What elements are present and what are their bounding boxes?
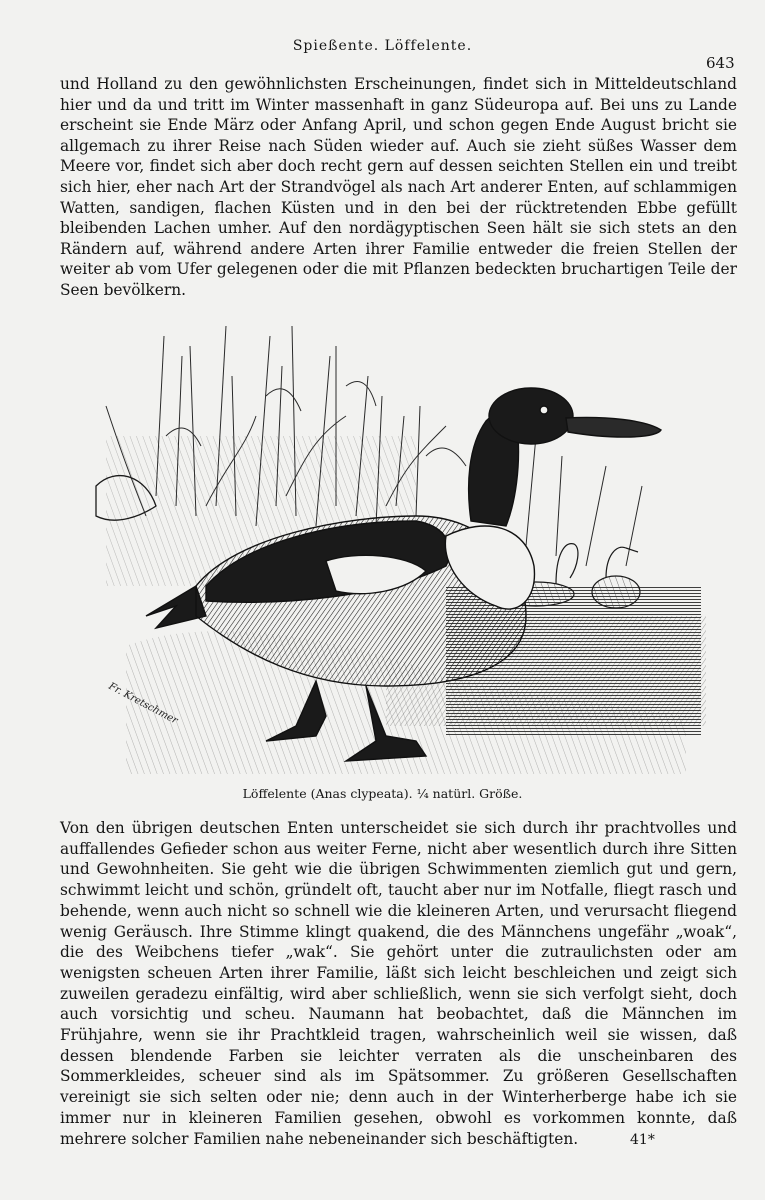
- top-paragraph-text: und Holland zu den gewöhnlichsten Erscheinungen, findet sich in Mitteldeutschland hier und da und tritt im Winter massenhaft in ganz Südeuropa auf. Bei uns zu Lande erscheint sie Ende März oder Anfang April, und schon gegen Ende August bricht sie allgemach zu ihrer Reise nach Süden wieder auf. Auch sie zieht süßes Wasser dem Meere vor, findet sich aber doch recht gern auf dessen seichten Stellen ein und treibt sich hier, eher nach Art der Strandvögel als nach Art anderer Enten, auf schlammigen Watten, sandigen, flachen Küsten und in den bei der rücktretenden Ebbe gefüllt bleibenden Lachen umher. Auf den nordägyptischen Seen hält sie sich stets an den Rändern auf, während andere Arten ihrer Familie entweder die freien Stellen der weiter ab vom Ufer gelegenen oder die mit Pflanzen bedeckten bruchartigen Teile der Seen bevölkern.: [60, 75, 737, 299]
- bottom-paragraph: [60, 818, 737, 1149]
- artist-signature: Fr. Kretschmer: [106, 680, 180, 727]
- shoveler-duck-illustration: [86, 316, 706, 774]
- running-head: Spießente. Löffelente.: [292, 38, 473, 54]
- bottom-paragraph-text: Von den übrigen deutschen Enten unterscheidet sie sich durch ihr prachtvolles und auffallendes Gefieder schon aus weiter Ferne, nicht aber wesentlich durch ihre Sitten und Gewohnheiten. Sie geht wie die übrigen Schwimmenten ziemlich gut und gern, schwimmt leicht und schön, gründelt oft, taucht aber nur im Notfalle, fliegt rasch und behende, wenn auch nicht so schnell wie die kleineren Arten, und verursacht fliegend wenig Geräusch. Ihre Stimme klingt quakend, die des Männchens ungefähr „woak“, die des Weibchens tiefer „wak“. Sie gehört unter die zutraulichsten oder am wenigsten scheuen Arten ihrer Familie, läßt sich leicht beschleichen und zeigt sich zuweilen geradezu einfältig, wird aber schließlich, wenn sie sich verfolgt sieht, doch auch vorsichtig und scheu. Naumann hat beobachtet, daß die Männchen im Frühjahre, wenn sie ihr Prachtkleid tragen, wahrscheinlich weil sie wissen, daß dessen blendende Farben sie leichter verraten als die unscheinbaren des Sommerkleides, scheuer sind als im Spätsommer. Zu größeren Gesellschaften vereinigt sie sich selten oder nie; denn auch in der Winterherberge habe ich sie immer nur in kleineren Familien gesehen, obwohl es vorkommen konnte, daß mehrere solcher Familien nahe nebeneinander sich beschäftigten.: [60, 819, 737, 1148]
- page-number: 643: [706, 54, 735, 72]
- figure-caption: Löffelente (Anas clypeata). ¼ natürl. Größe.: [242, 786, 523, 801]
- printer-signature-mark: 41*: [630, 1132, 655, 1148]
- top-paragraph: [60, 74, 737, 301]
- engraving-drawing: [86, 316, 706, 774]
